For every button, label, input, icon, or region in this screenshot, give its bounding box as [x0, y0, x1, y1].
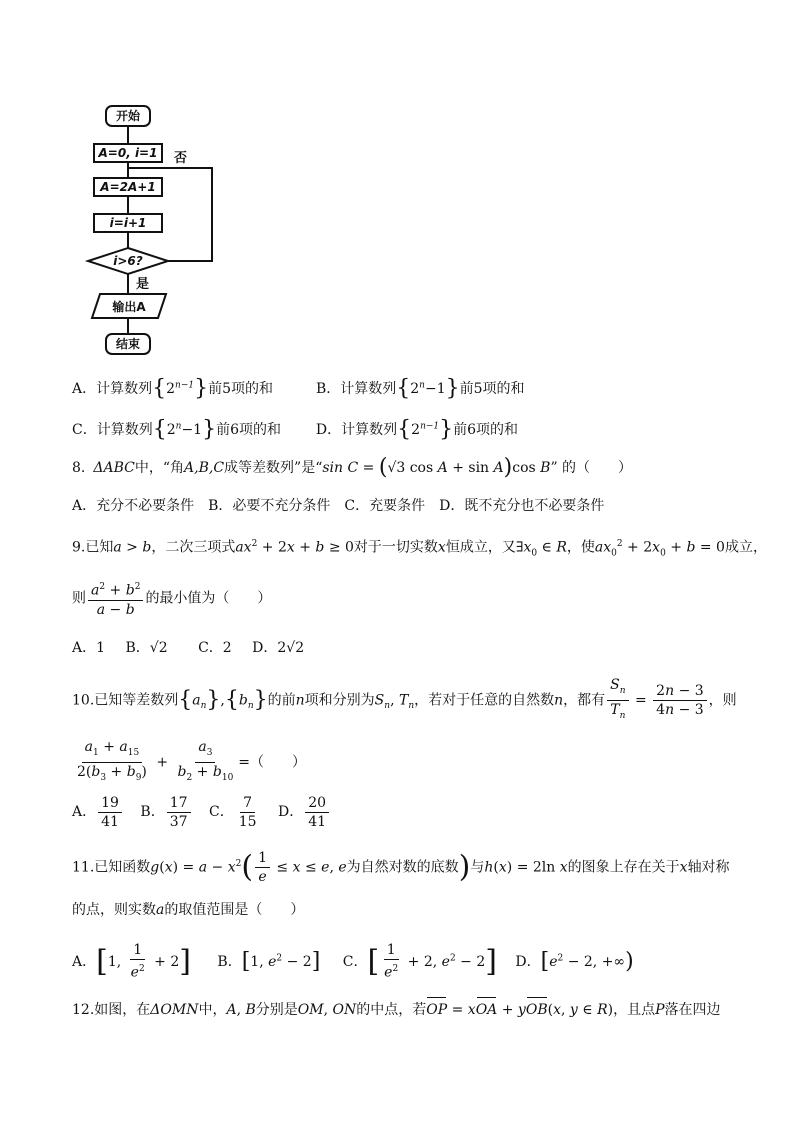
q7-row-ab — [72, 375, 525, 399]
q7-option-b[interactable]: B．计算数列$\{2^n-1\}$前5项的和 — [315, 375, 525, 401]
q11-options — [72, 936, 634, 980]
flow-yes-label: 是 — [136, 277, 150, 292]
q11-option-c[interactable]: C．[ $\frac{1}{e^2}$ + 2, $e^2 - 2$] — [342, 942, 497, 981]
q8-stem: 8. ΔABC中，“角A,B,C成等差数列”是“sin C = (√3 cos A + sin A)cos B” 的（ ） — [72, 455, 633, 480]
flow-init-text: A=0, i=1 — [98, 146, 158, 160]
q7-row-cd — [72, 416, 518, 440]
q10-option-a[interactable]: A． $\frac{19}{41}$ — [72, 804, 124, 820]
q10-stem: 10.已知等差数列$\{a_n\},\{b_n\}$的前n项和分别为$S_n$, $T_n$，若对于任意的自然数n，都有 $\frac{S_n}{T_n}$ = $\frac{2n - 3}{4n - 3}$ ，则 — [72, 677, 737, 721]
q7-option-c[interactable]: C．计算数列$\{2^n-1\}$前6项的和 — [72, 416, 281, 442]
q11-option-b[interactable]: B．[1, $e^2 - 2$] — [217, 948, 321, 974]
q11-stem-2: 的点，则实数a的取值范围是（ ） — [72, 902, 305, 918]
q10-option-c[interactable]: C． $\frac{7}{15}$ — [208, 794, 257, 830]
flowchart — [80, 98, 240, 360]
q7-option-a[interactable]: A．计算数列$\{2^{n-1}\}$前5项的和 — [72, 375, 274, 401]
flow-start-text: 开始 — [115, 109, 141, 123]
q9-question: 则 $\frac{a^2 + b^2}{a - b}$ 的最小值为（ ） — [72, 578, 271, 618]
q11-option-d[interactable]: D．[$e^2 - 2$, +∞) — [515, 948, 634, 974]
flow-step1-text: A=2A+1 — [100, 180, 156, 194]
q11-option-a[interactable]: A．[1, $\frac{1}{e^2}$ + 2] — [72, 942, 191, 981]
flow-end-text: 结束 — [115, 337, 141, 351]
q10-option-d[interactable]: D． $\frac{20}{41}$ — [278, 804, 331, 820]
q9-option-b[interactable]: B．√2 — [125, 640, 168, 656]
q10-option-b[interactable]: B． $\frac{17}{37}$ — [140, 804, 192, 820]
q9-options — [72, 638, 304, 658]
q9-option-a[interactable]: A．1 — [72, 640, 106, 656]
q10-options — [72, 792, 331, 832]
flow-step2-text: i=i+1 — [109, 216, 147, 230]
q9-stem: 9.已知a > b，二次三项式$ax^2 + 2x + b \ge 0$对于一切实数x恒成立，又$\exists x_0$ ∈ R，使$ax_0^2 + 2x_0 + b = 0$成立， — [72, 539, 767, 559]
q9-option-d[interactable]: D．2√2 — [252, 640, 305, 656]
flow-no-label: 否 — [174, 151, 188, 166]
flow-output-text: 输出A — [112, 300, 146, 314]
q10-expression: $\frac{a_1 + a_{15}}{2(b_3 + b_9)}$ + $\frac{a_3}{b_2 + b_{10}}$ =（ ） — [77, 739, 307, 783]
q9-option-c[interactable]: C．2 — [198, 640, 232, 656]
q12-stem: 12.如图，在ΔOMN中，A, B分别是OM, ON的中点，若OP = xOA + yOB(x, y ∈ R)，且点P落在四边 — [72, 1002, 721, 1018]
flow-cond-text: i>6? — [113, 254, 143, 268]
q7-option-d[interactable]: D．计算数列$\{2^{n-1}\}$前6项的和 — [315, 416, 519, 442]
q11-stem: 11.已知函数$g(x) = a - x^2$( $\frac{1}{e}$ ≤ x ≤ e, e为自然对数的底数)与h(x) = 2ln x的图象上存在关于x轴对称 — [72, 849, 730, 886]
q8-options[interactable]: A．充分不必要条件 B．必要不充分条件 C．充要条件 D．既不充分也不必要条件 — [72, 498, 605, 514]
